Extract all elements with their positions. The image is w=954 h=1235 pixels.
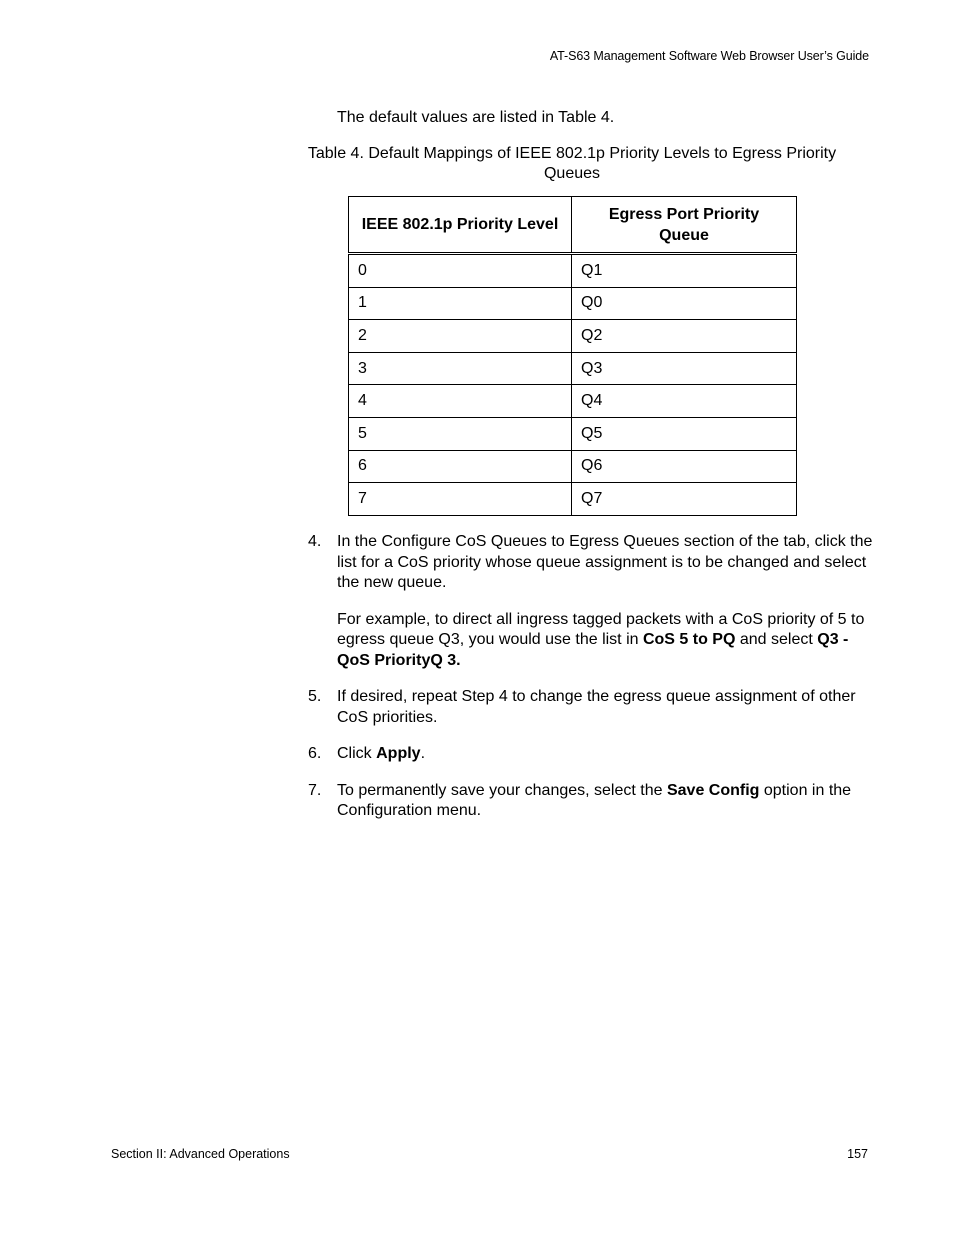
egress-queue-cell: Q2	[572, 320, 797, 353]
egress-queue-cell: Q0	[572, 287, 797, 320]
egress-queue-cell: Q1	[572, 254, 797, 288]
step-4	[308, 532, 873, 671]
column-header-priority-level: IEEE 802.1p Priority Level	[349, 197, 572, 254]
table-row	[349, 254, 797, 288]
egress-queue-cell: Q3	[572, 352, 797, 385]
intro-text: The default values are listed in Table 4.	[337, 109, 615, 126]
table-row	[349, 287, 797, 320]
egress-queue-cell: Q6	[572, 450, 797, 483]
footer-section: Section II: Advanced Operations	[111, 1147, 290, 1161]
step-text-part: Click	[337, 745, 377, 762]
priority-mapping-table	[348, 196, 797, 516]
example-text: and select	[735, 631, 818, 648]
table-row	[349, 320, 797, 353]
step-number: 5.	[308, 688, 322, 705]
egress-queue-cell: Q4	[572, 385, 797, 418]
step-7	[308, 781, 873, 822]
bold-save-config: Save Config	[666, 781, 760, 799]
egress-queue-cell: Q5	[572, 417, 797, 450]
table-row	[349, 352, 797, 385]
step-5	[308, 687, 873, 728]
table-row	[349, 417, 797, 450]
table-row	[349, 483, 797, 516]
priority-level-cell: 6	[349, 450, 572, 483]
table-caption: Table 4. Default Mappings of IEEE 802.1p Priority Levels to Egress Priority Queues	[307, 145, 837, 182]
step-example	[337, 610, 873, 672]
example-bold-queue-option: Q3 - QoS PriorityQ 3.	[337, 631, 849, 669]
priority-level-cell: 4	[349, 385, 572, 418]
example-text: For example, to direct all ingress tagged packets with a CoS priority of 5 to egress queue Q3, you would use the list in	[337, 610, 865, 648]
step-text-part: To permanently save your changes, select the	[337, 781, 667, 799]
egress-queue-cell: Q7	[572, 483, 797, 516]
table-row	[349, 450, 797, 483]
step-text: If desired, repeat Step 4 to change the egress queue assignment of other CoS priorities.	[337, 688, 856, 726]
step-6	[308, 744, 873, 765]
page-number: 157	[847, 1147, 868, 1161]
step-text	[337, 781, 873, 822]
bold-apply: Apply	[376, 745, 421, 762]
column-header-egress-queue: Egress Port Priority Queue	[572, 197, 797, 254]
step-text: In the Configure CoS Queues to Egress Queues section of the tab, click the list for a CoS priority whose queue assignment is to be changed and select the new queue.	[337, 533, 873, 591]
step-text-part: .	[420, 745, 426, 762]
priority-level-cell: 3	[349, 352, 572, 385]
priority-level-cell: 2	[349, 320, 572, 353]
priority-level-cell: 5	[349, 417, 572, 450]
table-header-row	[349, 197, 797, 254]
step-number: 4.	[308, 533, 322, 550]
priority-level-cell: 1	[349, 287, 572, 320]
example-bold-cos-to-pq: CoS 5 to PQ	[642, 631, 736, 648]
step-number: 6.	[308, 745, 322, 762]
running-header: AT-S63 Management Software Web Browser User’s Guide	[549, 49, 869, 63]
step-text	[337, 744, 873, 765]
step-number: 7.	[308, 781, 322, 799]
table-row	[349, 385, 797, 418]
priority-level-cell: 0	[349, 254, 572, 288]
priority-level-cell: 7	[349, 483, 572, 516]
step-text-part: option in the Configuration menu.	[337, 781, 852, 819]
procedure-steps	[308, 532, 873, 838]
